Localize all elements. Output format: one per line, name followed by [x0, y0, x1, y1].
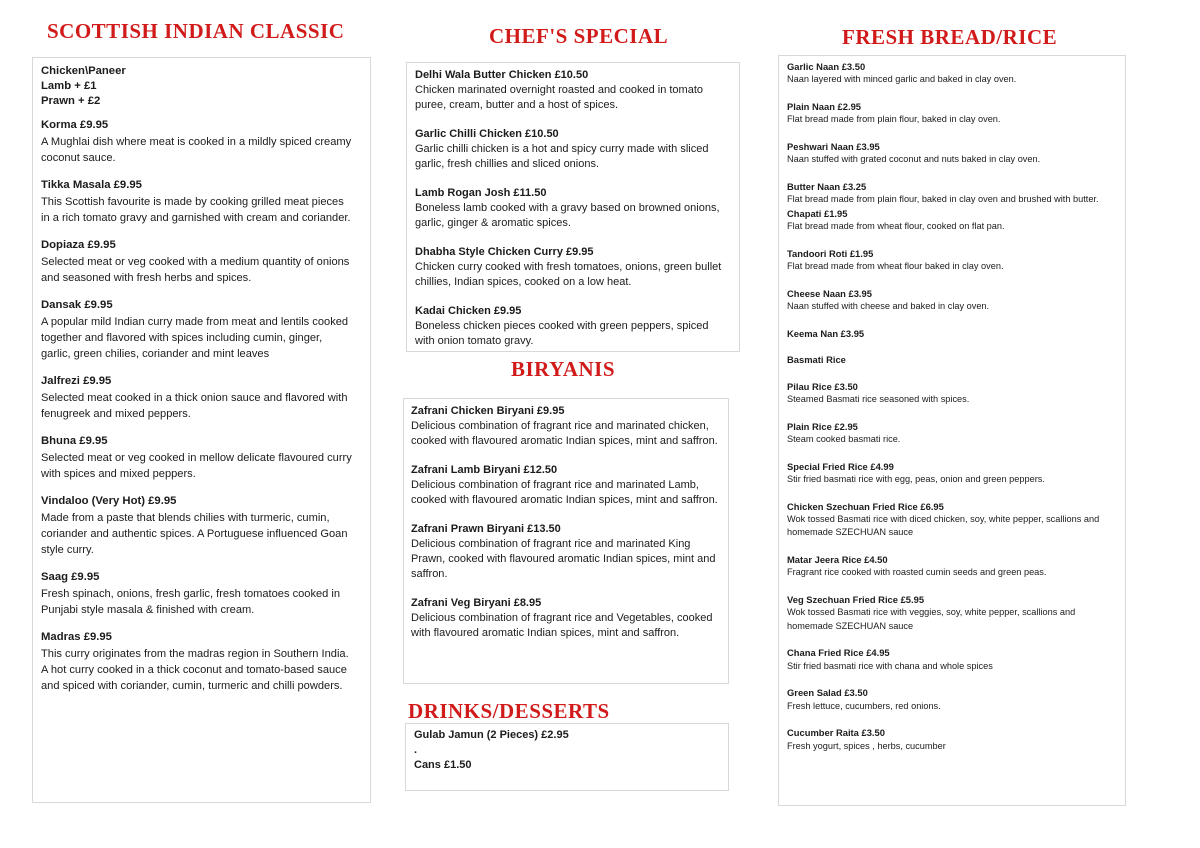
- item-description: This curry originates from the madras region in Southern India. A hot curry cooked in a thick coconut and tomato-based sauce and spiced with coriander, cumin, turmeric and chilli powders.: [41, 648, 349, 692]
- item-description: Flat bread made from wheat flour, cooked on flat pan.: [787, 220, 1005, 231]
- fresh-bread-rice-section: [778, 55, 1126, 806]
- item-name: Peshwari Naan £3.95: [787, 140, 880, 152]
- item-description: A popular mild Indian curry made from meat and lentils cooked together and flavored with spices including cumin, ginger, garlic, green chilies, coriander and mint leaves: [41, 316, 349, 360]
- scottish-indian-classic-section: [32, 57, 371, 803]
- menu-subheading: [787, 353, 1113, 366]
- item-name: Green Salad £3.50: [787, 687, 868, 699]
- menu-item: [411, 404, 718, 449]
- item-name: Zafrani Chicken Biryani £9.95: [411, 405, 565, 417]
- protein-options: [41, 64, 354, 109]
- chefs-special-section: [406, 62, 740, 352]
- item-description: Wok tossed Basmati rice with diced chicken, soy, white pepper, scallions and homemade SZECHUAN sauce: [787, 514, 1100, 538]
- menu-item: [415, 68, 729, 113]
- item-name: Basmati Rice: [787, 354, 846, 366]
- item-name: Plain Rice £2.95: [787, 420, 858, 432]
- item-description: Selected meat cooked in a thick onion sauce and flavored with fenugreek and mixed peppers.: [41, 392, 348, 420]
- menu-item: Cans £1.50: [414, 759, 472, 771]
- item-description: Wok tossed Basmati rice with veggies, soy, white pepper, scallions and homemade SZECHUAN sauce: [787, 607, 1076, 631]
- item-description: Flat bread made from plain flour, baked in clay oven.: [787, 114, 1001, 125]
- menu-item: [787, 207, 1113, 234]
- menu-item: [41, 570, 354, 618]
- drinks-desserts-section: [405, 723, 729, 791]
- item-description: Stir fried basmati rice with egg, peas, onion and green peppers.: [787, 474, 1045, 485]
- menu-item: [787, 460, 1113, 487]
- item-description: This Scottish favourite is made by cooking grilled meat pieces in a rich tomato gravy and garnished with cream and coriander.: [41, 196, 351, 224]
- biryanis-heading: BIRYANIS: [511, 357, 616, 381]
- item-name: Tandoori Roti £1.95: [787, 247, 874, 259]
- menu-item: [415, 245, 729, 290]
- item-name: Jalfrezi £9.95: [41, 375, 112, 387]
- menu-item: [41, 434, 354, 482]
- menu-item: [41, 298, 354, 362]
- item-name: Madras £9.95: [41, 631, 112, 643]
- item-description: Steamed Basmati rice seasoned with spices.: [787, 394, 970, 405]
- item-name: Butter Naan £3.25: [787, 180, 867, 192]
- item-description: Fresh lettuce, cucumbers, red onions.: [787, 700, 941, 711]
- menu-item: Gulab Jamun (2 Pieces) £2.95: [414, 729, 569, 741]
- chefs-special-heading: CHEF'S SPECIAL: [489, 24, 669, 48]
- item-name: Korma £9.95: [41, 119, 109, 131]
- menu-item: [41, 494, 354, 558]
- fresh-bread-rice-heading: FRESH BREAD/RICE: [842, 25, 1058, 49]
- item-description: Fragrant rice cooked with roasted cumin seeds and green peas.: [787, 567, 1047, 578]
- menu-item: [787, 726, 1113, 753]
- item-name: Pilau Rice £3.50: [787, 380, 858, 392]
- menu-item: [411, 463, 718, 508]
- menu-item: [41, 374, 354, 422]
- item-description: Fresh spinach, onions, fresh garlic, fresh tomatoes cooked in Punjabi style masala & finished with cream.: [41, 588, 341, 616]
- item-description: Naan stuffed with cheese and baked in clay oven.: [787, 300, 990, 311]
- scottish-indian-classic-heading: SCOTTISH INDIAN CLASSIC: [47, 19, 345, 43]
- item-name: Chana Fried Rice £4.95: [787, 647, 890, 659]
- item-description: Delicious combination of fragrant rice and Vegetables, cooked with flavoured aromatic Indian spices, mint and saffron.: [411, 612, 713, 639]
- item-description: Delicious combination of fragrant rice and marinated King Prawn, cooked with flavoured aromatic Indian spices, mint and saffron.: [411, 538, 716, 580]
- protein-option: Chicken\Paneer: [41, 65, 126, 77]
- item-description: Stir fried basmati rice with chana and whole spices: [787, 660, 993, 671]
- item-name: Matar Jeera Rice £4.50: [787, 554, 888, 566]
- item-name: Vindaloo (Very Hot) £9.95: [41, 495, 177, 507]
- item-description: Chicken marinated overnight roasted and cooked in tomato puree, cream, butter and a host of spices.: [415, 84, 704, 111]
- menu-item: [787, 500, 1113, 540]
- menu-item: [787, 327, 1113, 340]
- item-name: Zafrani Prawn Biryani £13.50: [411, 523, 561, 535]
- menu-item: [415, 127, 729, 172]
- menu-item: [787, 686, 1113, 713]
- menu-item: [787, 420, 1113, 447]
- item-name: Cucumber Raita £3.50: [787, 727, 885, 739]
- item-description: Flat bread made from wheat flour baked in clay oven.: [787, 260, 1004, 271]
- menu-item: [787, 593, 1113, 633]
- item-description: Chicken curry cooked with fresh tomatoes, onions, green bullet chillies, Indian spices, cooked on a low heat.: [415, 261, 722, 288]
- item-name: Chapati £1.95: [787, 207, 848, 219]
- menu-item: [787, 180, 1113, 207]
- item-description: Garlic chilli chicken is a hot and spicy curry made with sliced garlic, fresh chillies and sliced onions.: [415, 143, 709, 170]
- item-name: Dopiaza £9.95: [41, 239, 116, 251]
- item-name: Garlic Chilli Chicken £10.50: [415, 128, 559, 140]
- item-description: Naan stuffed with grated coconut and nuts baked in clay oven.: [787, 154, 1041, 165]
- menu-item: [787, 646, 1113, 673]
- biryanis-section: [403, 398, 729, 684]
- menu-item: [787, 60, 1113, 87]
- item-name: Saag £9.95: [41, 571, 100, 583]
- menu-item: [787, 380, 1113, 407]
- item-name: Lamb Rogan Josh £11.50: [415, 187, 547, 199]
- menu-item: [787, 100, 1113, 127]
- menu-item: [411, 522, 718, 582]
- menu-item: [787, 287, 1113, 314]
- item-name: Bhuna £9.95: [41, 435, 108, 447]
- item-description: Naan layered with minced garlic and baked in clay oven.: [787, 74, 1017, 85]
- item-name: Chicken Szechuan Fried Rice £6.95: [787, 500, 944, 512]
- item-name: Delhi Wala Butter Chicken £10.50: [415, 69, 589, 81]
- item-name: Veg Szechuan Fried Rice £5.95: [787, 594, 925, 606]
- item-description: Selected meat or veg cooked in mellow delicate flavoured curry with spices and mixed peppers.: [41, 452, 352, 480]
- item-description: Delicious combination of fragrant rice and marinated Lamb, cooked with flavoured aromatic Indian spices, mint and saffron.: [411, 479, 718, 506]
- item-name: Zafrani Lamb Biryani £12.50: [411, 464, 558, 476]
- protein-option: Prawn + £2: [41, 95, 101, 107]
- item-name: Kadai Chicken £9.95: [415, 305, 522, 317]
- item-description: Fresh yogurt, spices , herbs, cucumber: [787, 740, 946, 751]
- item-name: Cheese Naan £3.95: [787, 287, 872, 299]
- item-description: A Mughlai dish where meat is cooked in a mildly spiced creamy coconut sauce.: [41, 136, 352, 164]
- item-description: Boneless chicken pieces cooked with green peppers, spiced with onion tomato gravy.: [415, 320, 709, 347]
- menu-item: [41, 630, 354, 694]
- menu-item: [787, 247, 1113, 274]
- menu-item: [41, 178, 354, 226]
- item-description: Delicious combination of fragrant rice and marinated chicken, cooked with flavoured aromatic Indian spices, mint and saffron.: [411, 420, 718, 447]
- item-name: Plain Naan £2.95: [787, 100, 861, 112]
- menu-item: [787, 553, 1113, 580]
- item-name: Tikka Masala £9.95: [41, 179, 142, 191]
- item-name: Zafrani Veg Biryani £8.95: [411, 597, 542, 609]
- menu-item: [415, 186, 729, 231]
- menu-item: [41, 118, 354, 166]
- item-name: Special Fried Rice £4.99: [787, 460, 894, 472]
- item-description: Selected meat or veg cooked with a medium quantity of onions and seasoned with fresh herbs and spices.: [41, 256, 350, 284]
- item-name: Dhabha Style Chicken Curry £9.95: [415, 246, 594, 258]
- item-description: Made from a paste that blends chilies with turmeric, cumin, coriander and authentic spices. A Portuguese influenced Goan style curry.: [41, 512, 348, 556]
- item-description: Flat bread made from plain flour, baked in clay oven and brushed with butter.: [787, 194, 1099, 205]
- drinks-desserts-heading: DRINKS/DESSERTS: [408, 699, 610, 723]
- separator-dot: .: [414, 744, 418, 756]
- item-description: Boneless lamb cooked with a gravy based on browned onions, garlic, ginger & aromatic spices.: [415, 202, 720, 229]
- menu-item: [415, 304, 729, 349]
- item-description: Steam cooked basmati rice.: [787, 434, 901, 445]
- item-name: Keema Nan £3.95: [787, 327, 865, 339]
- item-name: Dansak £9.95: [41, 299, 113, 311]
- menu-item: [41, 238, 354, 286]
- item-name: Garlic Naan £3.50: [787, 61, 866, 72]
- menu-item: [787, 140, 1113, 167]
- menu-item: [411, 596, 718, 641]
- protein-option: Lamb + £1: [41, 80, 97, 92]
